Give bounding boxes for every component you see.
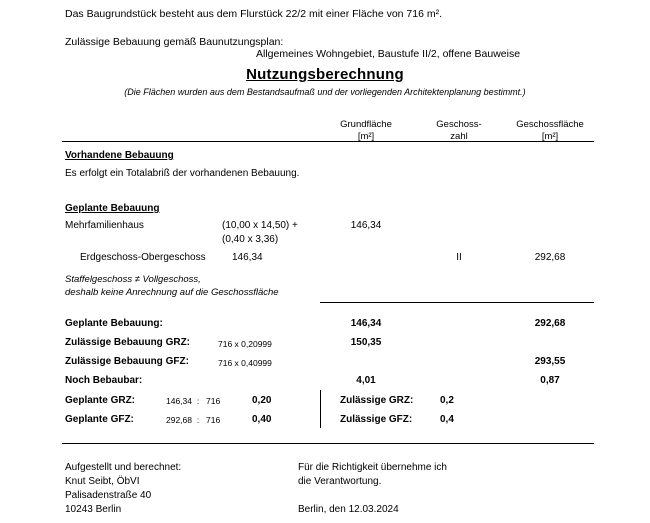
summary-row-label-0: Geplante Bebauung:: [65, 318, 163, 329]
summary-row-factor-1: 716 x 0,20999: [218, 339, 272, 349]
column-header-geschosszahl-line2: zahl: [450, 131, 468, 142]
summary-row-geschossflaeche-0: 292,68: [534, 318, 566, 329]
ratio-row-right-label-1: Zulässige GFZ:: [340, 414, 413, 425]
signature-divider: [62, 443, 594, 444]
row-erdgeschoss-obergeschoss-label: Erdgeschoss-Obergeschoss: [80, 252, 206, 263]
table-top-divider: [62, 141, 594, 142]
column-header-grundflaeche-line1: Grundfläche: [340, 119, 392, 130]
summary-row-label-2: Zulässige Bebauung GFZ:: [65, 356, 189, 367]
ratio-row-result-0: 0,20: [252, 395, 272, 406]
ratio-row-calc-a-1: 292,68: [166, 415, 192, 425]
staffelgeschoss-note-line1: Staffelgeschoss ≠ Vollgeschoss,: [65, 274, 201, 285]
column-header-geschosszahl-line1: Geschoss-: [436, 119, 482, 130]
intro-line: Das Baugrundstück besteht aus dem Flurstück 22/2 mit einer Fläche von 716 m².: [65, 8, 443, 20]
summary-row-label-1: Zulässige Bebauung GRZ:: [65, 337, 191, 348]
column-header-grundflaeche-unit: [m²]: [357, 131, 375, 142]
signature-left-line1: Aufgestellt und berechnet:: [65, 462, 182, 473]
ratio-row-calc-b-0: 716: [206, 396, 221, 406]
summary-row-grundflaeche-3: 4,01: [356, 375, 376, 386]
signature-right-line2: die Verantwortung.: [298, 476, 382, 487]
row-mehrfamilienhaus-dims-line2: (0,40 x 3,36): [222, 234, 279, 245]
row-mehrfamilienhaus-dims-line1: (10,00 x 14,50) +: [222, 220, 298, 231]
row-erdgeschoss-obergeschoss-value: 146,34: [232, 252, 263, 263]
signature-right-line1: Für die Richtigkeit übernehme ich: [298, 462, 447, 473]
column-header-geschossflaeche-line1: Geschossfläche: [516, 119, 584, 130]
summary-row-grundflaeche-1: 150,35: [350, 337, 382, 348]
page-title: Nutzungsberechnung: [246, 66, 404, 83]
ratio-row-calc-sep-0: :: [196, 396, 200, 406]
row-erdgeschoss-obergeschoss-geschosszahl: II: [456, 252, 462, 263]
signature-left-line4: 10243 Berlin: [65, 504, 122, 515]
page-subtitle: (Die Flächen wurden aus dem Bestandsaufmaß und der vorliegenden Architektenplanung bestimmt.): [124, 87, 526, 97]
column-header-geschossflaeche-unit: [m²]: [541, 131, 559, 142]
ratio-row-calc-sep-1: :: [196, 415, 200, 425]
staffelgeschoss-note-line2: deshalb keine Anrechnung auf die Geschossfläche: [65, 287, 279, 298]
summary-row-factor-2: 716 x 0,40999: [218, 358, 272, 368]
row-mehrfamilienhaus-label: Mehrfamilienhaus: [65, 220, 144, 231]
summary-row-grundflaeche-0: 146,34: [350, 318, 382, 329]
vorhandene-bebauung-text: Es erfolgt ein Totalabriß der vorhandenen Bebauung.: [65, 168, 300, 179]
zulaessige-bebauung-label: Zulässige Bebauung gemäß Baunutzungsplan:: [65, 36, 284, 48]
section-heading-vorhandene-bebauung: Vorhandene Bebauung: [65, 150, 174, 161]
summary-row-geschossflaeche-3: 0,87: [540, 375, 560, 386]
ratio-row-calc-b-1: 716: [206, 415, 221, 425]
row-erdgeschoss-obergeschoss-geschossflaeche: 292,68: [534, 252, 566, 263]
zulaessige-bebauung-value: Allgemeines Wohngebiet, Baustufe II/2, offene Bauweise: [256, 48, 521, 60]
signature-right-line3: Berlin, den 12.03.2024: [298, 504, 399, 515]
ratios-vertical-divider: [320, 390, 321, 428]
ratio-row-label-0: Geplante GRZ:: [65, 395, 136, 406]
column-header-grundflaeche: [320, 119, 412, 142]
summary-row-geschossflaeche-2: 293,55: [534, 356, 566, 367]
column-header-geschosszahl: [420, 119, 498, 142]
ratio-row-result-1: 0,40: [252, 414, 272, 425]
ratio-row-right-label-0: Zulässige GRZ:: [340, 395, 414, 406]
section-heading-geplante-bebauung: Geplante Bebauung: [65, 203, 160, 214]
signature-left-line2: Knut Seibt, ÖbVI: [65, 476, 140, 487]
ratio-row-label-1: Geplante GFZ:: [65, 414, 134, 425]
column-header-geschossflaeche: [500, 119, 600, 142]
ratio-row-right-value-0: 0,2: [440, 395, 454, 406]
totals-divider: [320, 302, 594, 303]
ratio-row-calc-a-0: 146,34: [166, 396, 192, 406]
ratio-row-right-value-1: 0,4: [440, 414, 454, 425]
row-mehrfamilienhaus-grundflaeche: 146,34: [350, 220, 382, 231]
signature-left-line3: Palisadenstraße 40: [65, 490, 152, 501]
summary-row-label-3: Noch Bebaubar:: [65, 375, 143, 386]
